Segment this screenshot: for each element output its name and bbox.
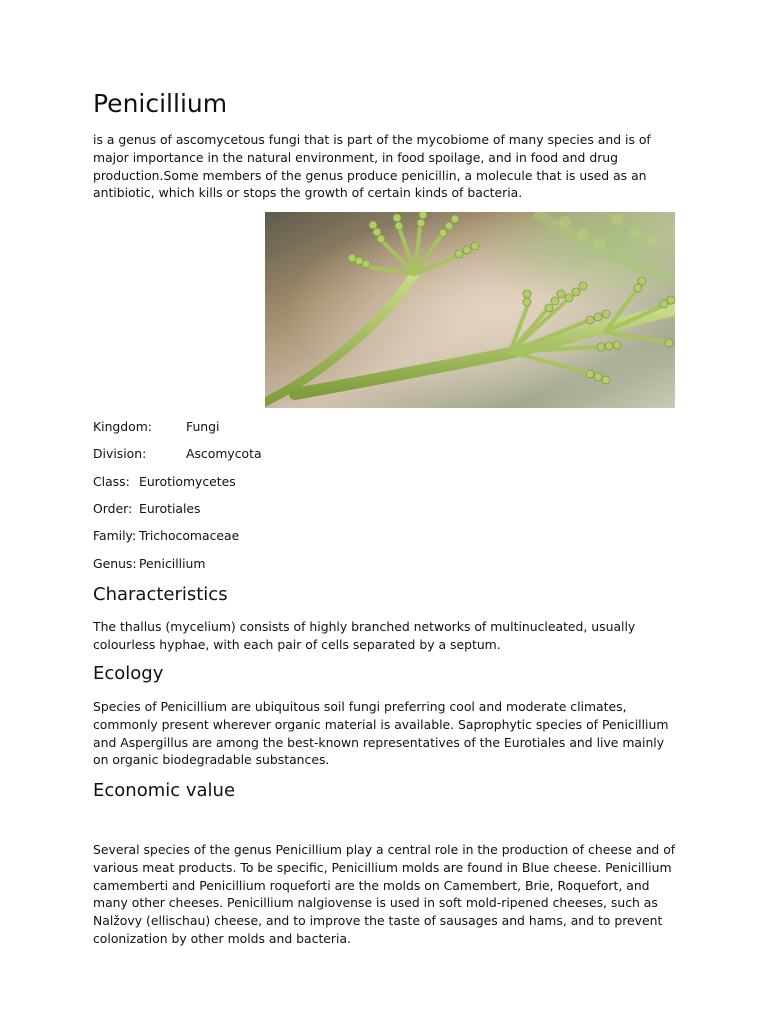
taxonomy-row-order [93,501,201,517]
taxonomy-value: Eurotiales [139,501,201,516]
taxonomy-row-genus [93,556,206,572]
economic-value-heading: Economic value [93,780,236,801]
taxonomy-label: Kingdom: [93,419,152,434]
intro-paragraph: is a genus of ascomycetous fungi that is part of the mycobiome of many species and is of major importance in the natural environment, in food spoilage, and in food and drug production.Some members of the genus produce penicillin, a molecule that is used as an antibiotic, which kills or stops the growth of certain kinds of bacteria. [93,132,651,201]
penicillium-illustration [265,212,675,408]
taxonomy-row-kingdom [93,419,220,435]
taxonomy-label: Genus: [93,556,137,571]
ecology-paragraph: Species of Penicillium are ubiquitous soil fungi preferring cool and moderate climates, commonly present wherever organic material is available. Saprophytic species of Penicillium and Aspergillus are among the best-known representatives of the Eurotiales and live mainly on organic biodegradable substances. [93,699,669,768]
taxonomy-value: Penicillium [139,556,206,571]
taxonomy-label: Family: [93,528,137,543]
taxonomy-label: Order: [93,501,133,516]
taxonomy-value: Eurotiomycetes [139,474,236,489]
ecology-heading: Ecology [93,663,164,684]
taxonomy-row-class [93,474,236,490]
taxonomy-row-family [93,528,240,544]
economic-value-paragraph: Several species of the genus Penicillium play a central role in the production of cheese and of various meat products. To be specific, Penicillium molds are found in Blue cheese. Penicillium camemberti and Penicillium roqueforti are the molds on Camembert, Brie, Roquefort, and many other cheeses. Penicillium nalgiovense is used in soft mold-ripened cheeses, such as Nalžovy (ellischau) cheese, and to improve the taste of sausages and hams, and to prevent colonization by other molds and bacteria. [93,842,676,946]
taxonomy-label: Class: [93,474,130,489]
taxonomy-value: Trichocomaceae [139,528,240,543]
characteristics-paragraph: The thallus (mycelium) consists of highly branched networks of multinucleated, usually colourless hyphae, with each pair of cells separated by a septum. [93,619,636,652]
taxonomy-value: Fungi [186,419,220,434]
characteristics-heading: Characteristics [93,584,228,605]
page-title: Penicillium [93,89,228,118]
taxonomy-row-division [93,446,262,462]
taxonomy-value: Ascomycota [186,446,262,461]
taxonomy-label: Division: [93,446,147,461]
